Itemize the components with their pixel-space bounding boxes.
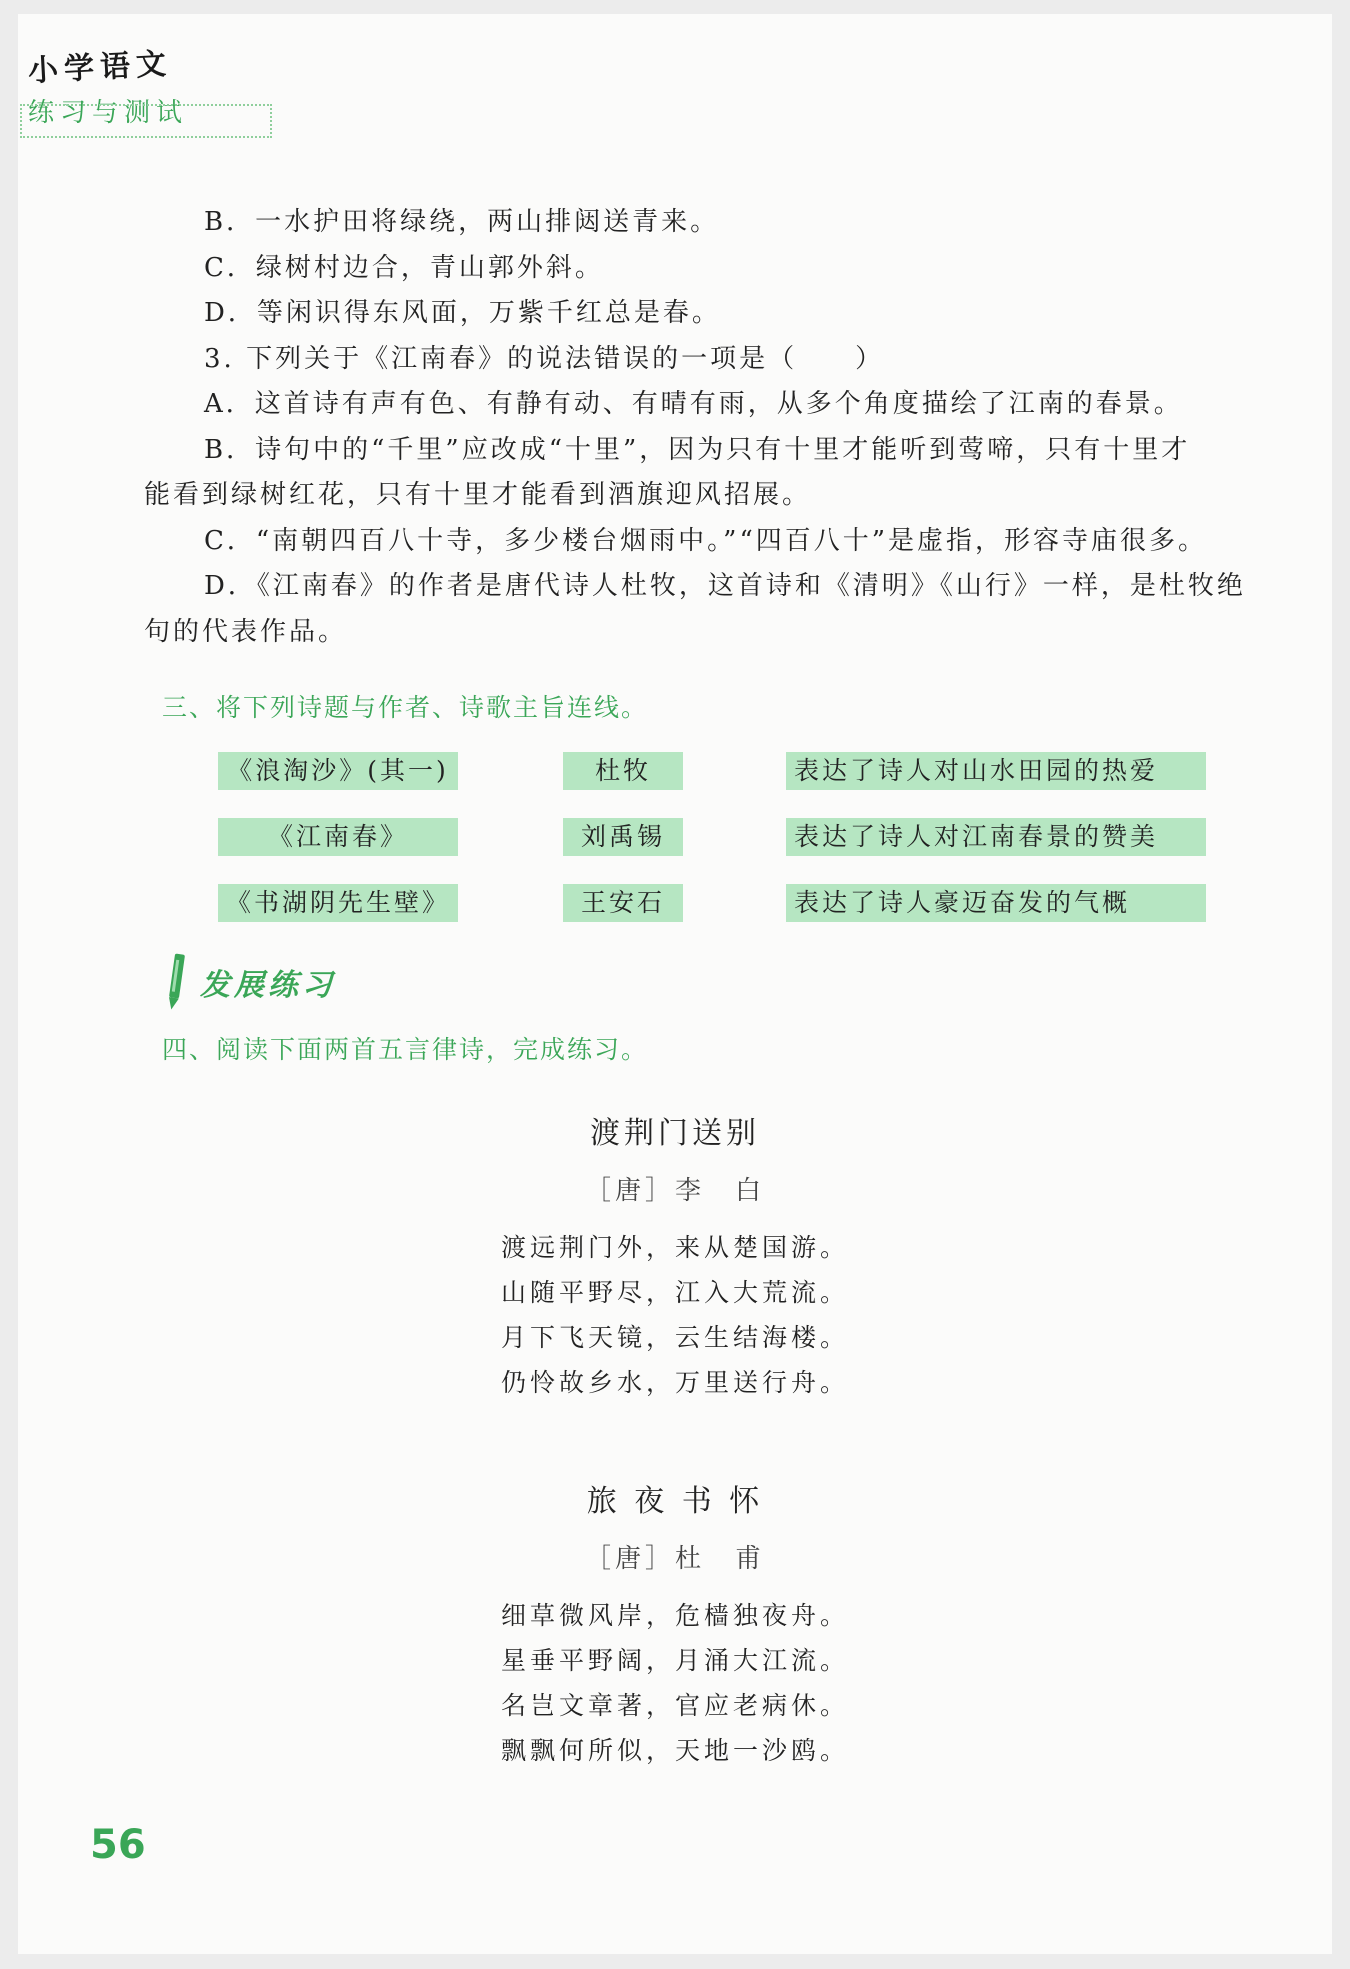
poem-line: 渡远荆门外，来从楚国游。 (500, 1233, 849, 1262)
theme-box[interactable]: 表达了诗人对山水田园的热爱 (786, 752, 1206, 790)
header-dotted-frame (20, 104, 272, 138)
series-title: 小学语文 (27, 46, 173, 89)
section3-heading: 三、将下列诗题与作者、诗歌主旨连线。 (162, 693, 649, 722)
book-header (28, 46, 188, 129)
poem-author: ［唐］李 白 (584, 1176, 765, 1206)
development-label: 发展练习 (200, 968, 336, 1003)
poem-line: 仍怜故乡水，万里送行舟。 (500, 1368, 849, 1397)
q3-option-b: B．诗句中的“千里”应改成“十里”，因为只有十里才能听到莺啼，只有十里才 (204, 434, 1191, 465)
matching-row (218, 752, 1208, 818)
series-subtitle: 练习与测试 (28, 98, 189, 128)
pencil-icon (166, 952, 188, 1012)
author-box[interactable]: 杜牧 (563, 752, 683, 790)
author-box[interactable]: 王安石 (563, 884, 683, 922)
poem-title: 渡荆门送别 (590, 1116, 760, 1151)
section4-heading: 四、阅读下面两首五言律诗，完成练习。 (162, 1035, 649, 1064)
q3-option-d-cont: 句的代表作品。 (144, 616, 348, 647)
poem-author: ［唐］杜 甫 (584, 1544, 765, 1574)
poem-title-box[interactable]: 《浪淘沙》(其一) (218, 752, 458, 790)
q2-option-b: B．一水护田将绿绕，两山排闼送青来。 (204, 207, 720, 237)
poem-line: 月下飞天镜，云生结海楼。 (500, 1323, 849, 1352)
poem-line: 山随平野尽，江入大荒流。 (500, 1278, 849, 1307)
matching-row (218, 818, 1208, 884)
author-box[interactable]: 刘禹锡 (563, 818, 683, 856)
question-text (144, 200, 1246, 655)
poem-title-box[interactable]: 《书湖阴先生壁》 (218, 884, 458, 922)
q3-option-c: C．“南朝四百八十寺，多少楼台烟雨中。”“四百八十”是虚指，形容寺庙很多。 (204, 525, 1208, 556)
theme-box[interactable]: 表达了诗人豪迈奋发的气概 (786, 884, 1206, 922)
q2-option-c: C．绿树村边合，青山郭外斜。 (204, 252, 604, 283)
q3-option-d: D．《江南春》的作者是唐代诗人杜牧，这首诗和《清明》《山行》一样，是杜牧绝 (204, 571, 1246, 601)
poem-2 (0, 1476, 1350, 1773)
development-practice (166, 952, 336, 1012)
poem-line: 飘飘何所似，天地一沙鸥。 (500, 1736, 849, 1765)
poem-title: 旅 夜 书 怀 (586, 1484, 764, 1519)
q3-option-a: A．这首诗有声有色、有静有动、有晴有雨，从多个角度描绘了江南的春景。 (204, 389, 1183, 419)
q3-option-b-cont: 能看到绿树红花，只有十里才能看到酒旗迎风招展。 (144, 480, 812, 510)
poem-1 (0, 1108, 1350, 1405)
poem-line: 星垂平野阔，月涌大江流。 (500, 1646, 849, 1675)
poem-title-box[interactable]: 《江南春》 (218, 818, 458, 856)
matching-row (218, 884, 1208, 950)
matching-table (218, 752, 1208, 950)
q2-option-d: D．等闲识得东风面，万紫千红总是春。 (204, 298, 721, 328)
q3-stem: 3. 下列关于《江南春》的说法错误的一项是（ ） (204, 343, 885, 374)
theme-box[interactable]: 表达了诗人对江南春景的赞美 (786, 818, 1206, 856)
page-number: 56 (90, 1822, 146, 1868)
poem-line: 名岂文章著，官应老病休。 (500, 1691, 849, 1720)
poem-line: 细草微风岸，危樯独夜舟。 (500, 1601, 849, 1630)
